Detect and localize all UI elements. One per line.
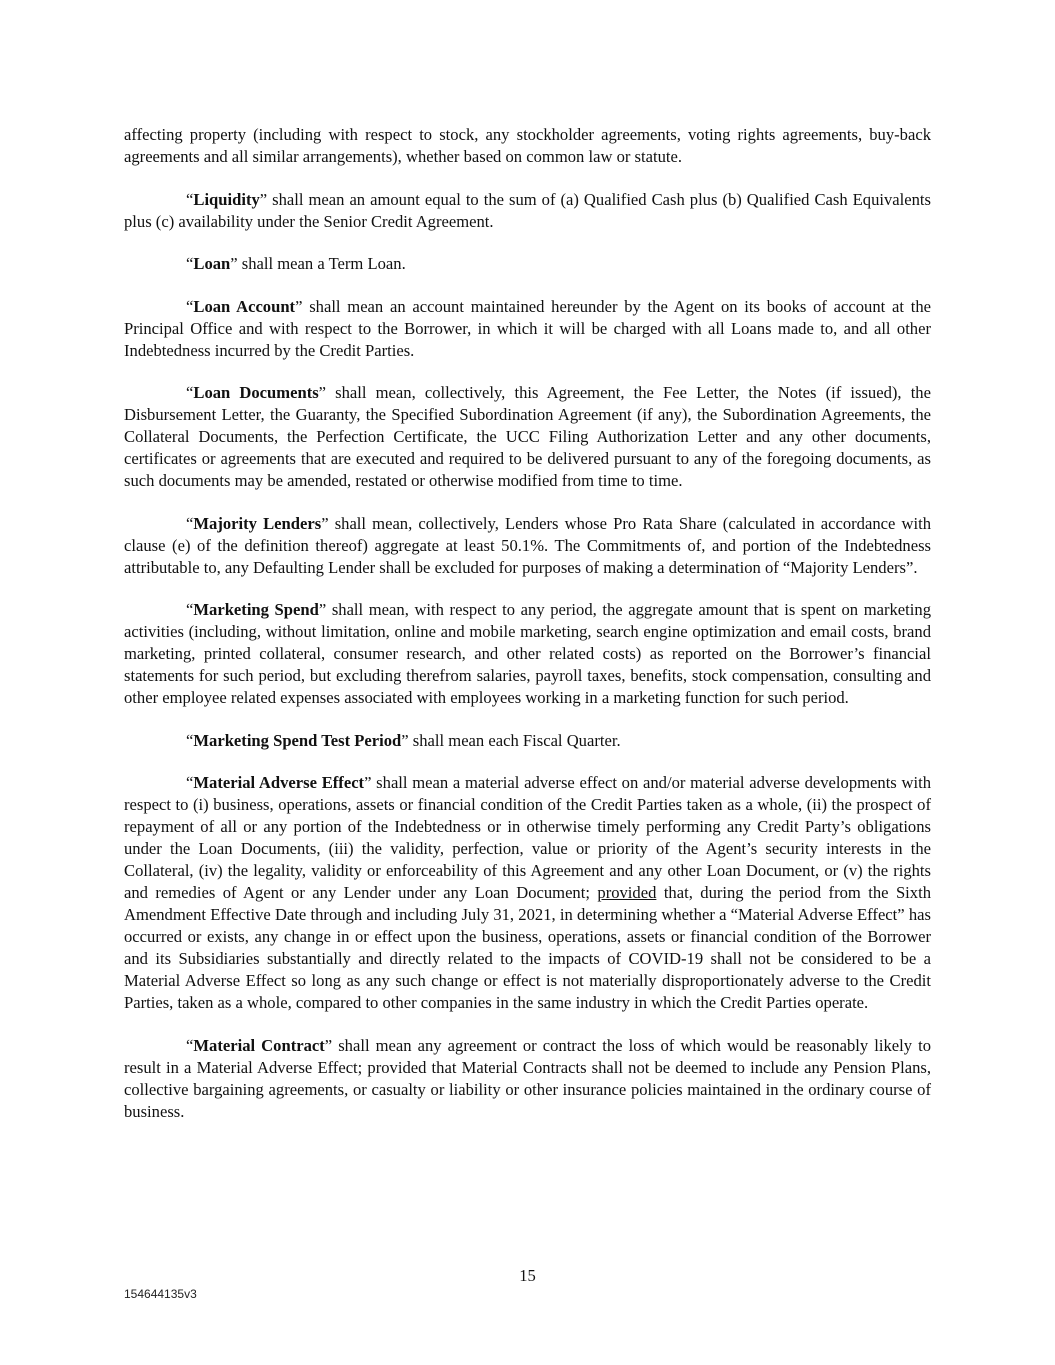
definition-majority-lenders [124,513,931,579]
open-quote: “ [186,254,194,273]
open-quote: “ [186,383,194,402]
definition-text: ” shall mean each Fiscal Quarter. [401,730,621,750]
definition-marketing-spend [124,599,931,709]
open-quote: “ [186,1035,194,1055]
definition-text: ” shall mean a material adverse effect on and/or material adverse developments with respect to (i) business, operations, assets or financial condition of the Credit Parties taken as a whole, (ii) the prospect of repayment of all or any portion of the Indebtedness or in otherwise timely performing any Credit Party’s obligations under the Loan Documents, (iii) the validity, perfection, value or priority of the Agent’s security interests in the Collateral, (iv) the legality, validity or enforceability of this Agreement and any other Loan Document, or (v) the rights and remedies of Agent or any Lender under any Loan Document; [124,773,931,902]
definition-marketing-spend-test-period [124,730,931,752]
definition-text: ” shall mean any agreement or contract the loss of which would be reasonably likely to result in a Material Adverse Effect; provided that Material Contracts shall not be deemed to include any Pension Plans, collective bargaining agreements, or casualty or liability or other insurance policies maintained in the ordinary course of business. [124,1035,932,1121]
opening-paragraph: affecting property (including with respect to stock, any stockholder agreements, voting rights agreements, buy-back agreements and all similar arrangements), whether based on common law or statute. [124,125,931,166]
definition-loan-account [124,296,931,362]
page-number: 15 [519,1266,536,1285]
defined-term: Material Contract [193,1035,325,1055]
open-quote: “ [186,773,194,792]
definition-liquidity [124,189,931,233]
definition-text: ” shall mean an account maintained hereunder by the Agent on its books of account at the Principal Office and with respect to the Borrower, in which it will be charged with all Loans made to, and all other Indebtedness incurred by the Credit Parties. [124,296,931,360]
defined-term: Majority Lenders [193,513,322,533]
open-quote: “ [186,513,194,533]
defined-term: Material Adverse Effect [193,773,365,792]
underlined-proviso: provided [597,883,657,902]
definition-text: ” shall mean a Term Loan. [230,254,406,273]
open-quote: “ [186,296,194,316]
open-quote: “ [186,189,194,209]
defined-term: Marketing Spend [193,600,319,619]
document-page [124,124,931,1143]
definition-text: ” shall mean an amount equal to the sum of (a) Qualified Cash plus (b) Qualified Cash Equivalents plus (c) availability under the Senior Credit Agreement. [124,189,931,231]
definition-text: ” shall mean, collectively, this Agreement, the Fee Letter, the Notes (if issued), the Disbursement Letter, the Guaranty, the Specified Subordination Agreement (if any), the Subordination Agreements, the Collateral Documents, the Perfection Certificate, the UCC Filing Authorization Letter and any other documents, certificates or agreements that are executed and required to be delivered pursuant to any of the foregoing documents, as such documents may be amended, restated or otherwise modified from time to time. [124,383,931,490]
definition-text: ” shall mean, collectively, Lenders whose Pro Rata Share (calculated in accordance with clause (e) of the definition thereof) aggregate at least 50.1%. The Commitments of, and portion of the Indebtedness attributable to, any Defaulting Lender shall be excluded for purposes of making a determination of “Majority Lenders”. [124,513,932,577]
document-id: 154644135v3 [124,1287,197,1301]
definition-material-contract [124,1035,931,1123]
definition-material-adverse-effect [124,772,931,1014]
open-quote: “ [186,730,194,750]
defined-term: Liquidity [193,189,260,209]
defined-term: Loan [193,254,231,273]
definition-loan [124,253,931,275]
definition-loan-documents [124,382,931,492]
defined-term: Marketing Spend Test Period [193,730,402,750]
definition-text-continued: that, during the period from the Sixth Amendment Effective Date through and including July 31, 2021, in determining whether a “Material Adverse Effect” has occurred or exists, any change in or effect upon the business, operations, assets or financial condition of the Borrower and its Subsidiaries substantially and directly related to the impacts of COVID-19 shall not be considered to be a Material Adverse Effect so long as any such change or effect is not materially disproportionately adverse to the Credit Parties, taken as a whole, compared to other companies in the same industry in which the Credit Parties operate. [124,883,931,1012]
definition-text: ” shall mean, with respect to any period, the aggregate amount that is spent on marketing activities (including, without limitation, online and mobile marketing, search engine optimization and email costs, brand marketing, printed collateral, consumer research, and other related costs) as reported on the Borrower’s financial statements for such period, but excluding therefrom salaries, payroll taxes, benefits, stock compensation, consulting and other employee related expenses associated with employees working in a marketing function for such period. [124,600,931,707]
defined-term: Loan Account [193,296,296,316]
open-quote: “ [186,600,194,619]
defined-term: Loan Documents [193,383,319,402]
